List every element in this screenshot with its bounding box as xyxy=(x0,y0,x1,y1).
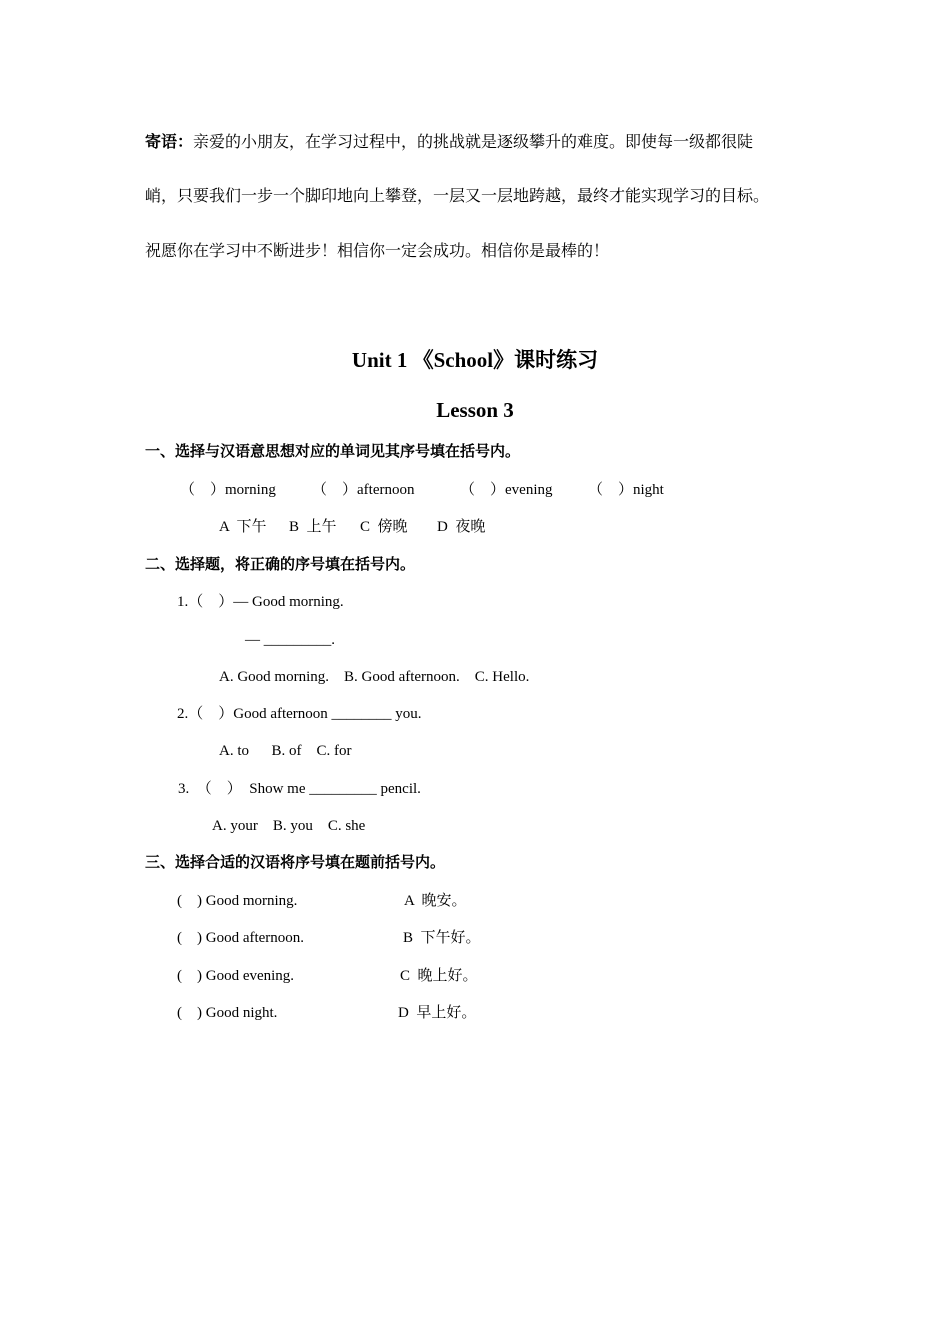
lesson-subtitle: Lesson 3 xyxy=(436,398,514,422)
intro-line-1 xyxy=(145,133,753,153)
intro-label: 寄语： xyxy=(145,134,194,151)
meaning-option: B 上午 xyxy=(289,519,337,535)
question-3-options: A. your B. you C. she xyxy=(212,818,366,834)
meaning-option: C 傍晚 xyxy=(360,519,408,535)
intro-text-1: 亲爱的小朋友，在学习过程中，的挑战就是逐级攀升的难度。即使每一级都很陡 xyxy=(193,134,754,151)
section3-heading: 三、选择合适的汉语将序号填在题前括号内。 xyxy=(145,855,446,871)
question-1-stem: 1.（ ）— Good morning. xyxy=(177,594,344,610)
match-item-en: ( ) Good night. xyxy=(177,1005,278,1021)
question-1-options: A. Good morning. B. Good afternoon. C. Hello. xyxy=(219,669,530,685)
intro-line-3: 祝愿你在学习中不断进步！相信你一定会成功。相信你是最棒的！ xyxy=(145,243,610,260)
meaning-option: D 夜晚 xyxy=(437,519,486,535)
match-item-zh: B 下午好。 xyxy=(403,930,481,946)
intro-line-2: 峭，只要我们一步一个脚印地向上攀登，一层又一层地跨越，最终才能实现学习的目标。 xyxy=(145,188,770,205)
match-item-en: ( ) Good morning. xyxy=(177,893,298,909)
section2-heading: 二、选择题，将正确的序号填在括号内。 xyxy=(145,557,416,573)
word-item: （ ）morning xyxy=(180,482,276,498)
match-item-en: ( ) Good afternoon. xyxy=(177,930,305,946)
match-item-en: ( ) Good evening. xyxy=(177,968,295,984)
page-title: Unit 1 《School》课时练习 xyxy=(351,348,599,372)
match-item-zh: C 晚上好。 xyxy=(400,968,478,984)
match-item-zh: A 晚安。 xyxy=(404,893,467,909)
word-item: （ ）afternoon xyxy=(312,482,415,498)
question-2-stem: 2.（ ）Good afternoon ________ you. xyxy=(177,706,422,722)
meaning-option: A 下午 xyxy=(219,519,267,535)
word-item: （ ）night xyxy=(588,482,664,498)
question-3-stem: 3. （ ） Show me _________ pencil. xyxy=(178,781,421,797)
question-1-reply: — _________. xyxy=(245,632,335,648)
section1-heading: 一、选择与汉语意思想对应的单词见其序号填在括号内。 xyxy=(145,444,521,460)
match-item-zh: D 早上好。 xyxy=(398,1005,477,1021)
question-2-options: A. to B. of C. for xyxy=(219,743,352,759)
word-item: （ ）evening xyxy=(460,482,553,498)
